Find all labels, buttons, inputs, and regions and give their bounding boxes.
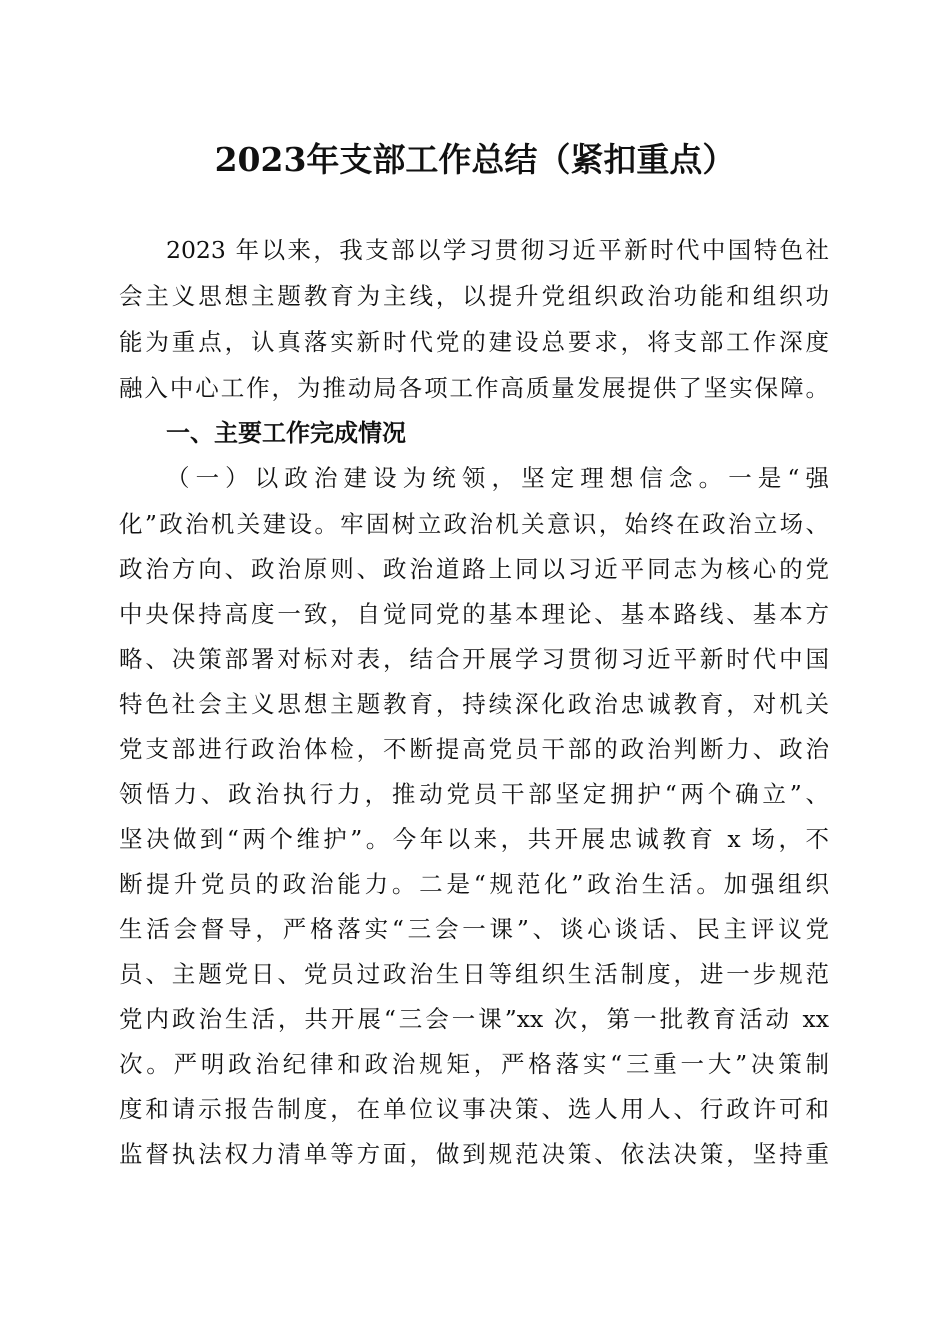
body-line: 党支部进行政治体检，不断提高党员干部的政治判断力、政治 (119, 735, 829, 763)
body-line: 坚决做到“两个维护”。今年以来，共开展忠诚教育 x 场，不 (119, 825, 829, 853)
intro-line: 2023 年以来，我支部以学习贯彻习近平新时代中国特色社 (166, 236, 829, 264)
intro-line: 会主义思想主题教育为主线，以提升党组织政治功能和组织功 (119, 282, 829, 310)
body-line: 领悟力、政治执行力，推动党员干部坚定拥护“两个确立”、 (119, 780, 829, 808)
body-line: 次。严明政治纪律和政治规矩，严格落实“三重一大”决策制 (119, 1050, 829, 1078)
intro-line: 融入中心工作，为推动局各项工作高质量发展提供了坚实保障。 (119, 374, 829, 402)
body-line: 特色社会主义思想主题教育，持续深化政治忠诚教育，对机关 (119, 690, 829, 718)
body-line: 略、决策部署对标对表，结合开展学习贯彻习近平新时代中国 (119, 645, 829, 673)
body-line: 中央保持高度一致，自觉同党的基本理论、基本路线、基本方 (119, 600, 829, 628)
body-line: （一）以政治建设为统领，坚定理想信念。一是“强 (166, 464, 829, 492)
body-line: 度和请示报告制度，在单位议事决策、选人用人、行政许可和 (119, 1095, 829, 1123)
body-line: 政治方向、政治原则、政治道路上同以习近平同志为核心的党 (119, 555, 829, 583)
body-line: 监督执法权力清单等方面，做到规范决策、依法决策，坚持重 (119, 1140, 829, 1168)
body-line: 党内政治生活，共开展“三会一课”xx 次，第一批教育活动 xx (119, 1005, 829, 1033)
section-heading: 一、主要工作完成情况 (166, 419, 406, 447)
document-title: 2023年支部工作总结（紧扣重点） (214, 140, 736, 179)
intro-line: 能为重点，认真落实新时代党的建设总要求，将支部工作深度 (119, 328, 829, 356)
body-line: 化”政治机关建设。牢固树立政治机关意识，始终在政治立场、 (119, 510, 829, 538)
body-line: 生活会督导，严格落实“三会一课”、谈心谈话、民主评议党 (119, 915, 829, 943)
body-line: 断提升党员的政治能力。二是“规范化”政治生活。加强组织 (119, 870, 829, 898)
body-line: 员、主题党日、党员过政治生日等组织生活制度，进一步规范 (119, 960, 829, 988)
